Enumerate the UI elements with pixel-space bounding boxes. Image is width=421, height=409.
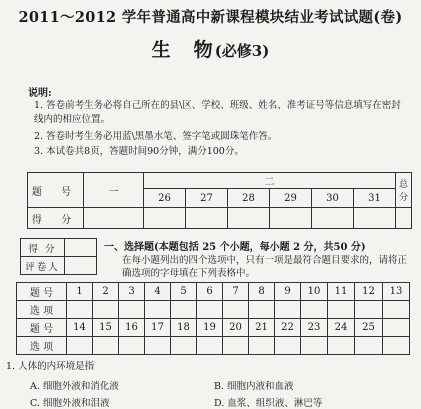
question-1-option-d: D. 血浆、组织液、淋巴等 <box>214 398 323 409</box>
answer-cell[interactable] <box>355 301 383 319</box>
question-number: 10 <box>301 283 328 301</box>
note-item-1: 1. 答卷前考生务必将自己所在的县\区、学校、班级、姓名、准考证号等信息填写在密封线内的相应位置。 <box>34 100 401 125</box>
score-col-29: 29 <box>270 189 312 208</box>
question-number: 23 <box>301 319 328 337</box>
score-row-label-question: 题 号 <box>28 173 84 208</box>
question-number: 14 <box>67 319 93 337</box>
grader-name-label: 评卷人 <box>21 257 65 275</box>
question-number: 19 <box>197 319 223 337</box>
question-number: 8 <box>249 283 275 301</box>
score-row-label-score: 得 分 <box>28 208 84 229</box>
score-group-part2: 二 <box>144 173 396 189</box>
answer-table <box>16 282 410 355</box>
answer-cell[interactable] <box>301 301 328 319</box>
answer-cell[interactable] <box>171 301 197 319</box>
answer-cell[interactable] <box>328 337 355 355</box>
score-cell[interactable] <box>84 208 144 229</box>
answer-cell[interactable] <box>301 337 328 355</box>
answer-cell[interactable] <box>119 337 145 355</box>
answer-cell[interactable] <box>93 337 119 355</box>
score-cell[interactable] <box>228 208 270 229</box>
note-item-2: 2. 答卷时考生务必用蓝\黑墨水笔、签字笔或圆珠笔作答。 <box>34 131 278 142</box>
question-number: 21 <box>249 319 275 337</box>
exam-header: 2011～2012 学年普通高中新课程模块结业考试试题(卷) <box>18 9 403 26</box>
answer-cell[interactable] <box>328 301 355 319</box>
answer-cell[interactable] <box>355 337 383 355</box>
answer-cell[interactable] <box>275 301 301 319</box>
answer-cell[interactable] <box>67 301 93 319</box>
score-cell[interactable] <box>396 208 412 229</box>
question-number: 18 <box>171 319 197 337</box>
score-cell[interactable] <box>354 208 396 229</box>
question-1-stem: 1. 人体的内环境是指 <box>6 361 95 372</box>
answer-cell[interactable] <box>249 337 275 355</box>
question-number: 11 <box>328 283 355 301</box>
answer-cell[interactable] <box>93 301 119 319</box>
score-col-26: 26 <box>144 189 186 208</box>
answer-label-question: 题 号 <box>17 319 67 337</box>
score-cell[interactable] <box>186 208 228 229</box>
question-number: 6 <box>197 283 223 301</box>
answer-cell[interactable] <box>249 301 275 319</box>
score-cell[interactable] <box>144 208 186 229</box>
question-number: 2 <box>93 283 119 301</box>
section-title: 一、选择题(本题包括 25 个小题，每小题 2 分，共50 分) <box>104 242 366 253</box>
question-number: 1 <box>67 283 93 301</box>
volume-title: (必修3) <box>214 42 270 60</box>
subject-title: 生 物 <box>151 39 215 61</box>
answer-cell[interactable] <box>223 301 249 319</box>
question-number: 5 <box>171 283 197 301</box>
answer-cell[interactable] <box>171 337 197 355</box>
question-1-option-c: C. 细胞外液和泪液 <box>30 398 110 409</box>
question-number: 20 <box>223 319 249 337</box>
answer-cell[interactable] <box>67 337 93 355</box>
question-number: 12 <box>355 283 383 301</box>
score-cell[interactable] <box>312 208 354 229</box>
answer-label-question: 题 号 <box>17 283 67 301</box>
answer-cell[interactable] <box>197 337 223 355</box>
score-table <box>27 172 412 229</box>
answer-cell[interactable] <box>383 301 410 319</box>
empty-cell <box>383 319 410 337</box>
score-col-27: 27 <box>186 189 228 208</box>
empty-cell <box>383 337 410 355</box>
section-description: 在每小题列出的四个选项中，只有一项是最符合题目要求的，请将正确选项的字母填在下列表格中。 <box>122 255 408 279</box>
score-col-31: 31 <box>354 189 396 208</box>
question-number: 9 <box>275 283 301 301</box>
note-item-3: 3. 本试卷共8页，答题时间90分钟，满分100分。 <box>34 146 244 157</box>
score-cell[interactable] <box>270 208 312 229</box>
grader-score-label: 得 分 <box>21 239 65 257</box>
question-number: 25 <box>355 319 383 337</box>
question-number: 16 <box>119 319 145 337</box>
answer-cell[interactable] <box>119 301 145 319</box>
grader-name-cell[interactable] <box>65 257 97 275</box>
question-1-option-b: B. 细胞内液和血液 <box>214 381 294 392</box>
question-number: 3 <box>119 283 145 301</box>
score-col-30: 30 <box>312 189 354 208</box>
exam-title <box>0 35 421 62</box>
answer-label-option: 选 项 <box>17 337 67 355</box>
question-number: 13 <box>383 283 410 301</box>
score-col-28: 28 <box>228 189 270 208</box>
question-number: 15 <box>93 319 119 337</box>
answer-cell[interactable] <box>223 337 249 355</box>
question-1-option-a: A. 细胞外液和消化液 <box>30 381 119 392</box>
answer-cell[interactable] <box>197 301 223 319</box>
score-col-total: 总 分 <box>396 173 412 208</box>
question-number: 4 <box>145 283 171 301</box>
question-number: 17 <box>145 319 171 337</box>
grader-score-cell[interactable] <box>65 239 97 257</box>
question-number: 24 <box>328 319 355 337</box>
notes-heading: 说明: <box>28 88 52 99</box>
answer-cell[interactable] <box>145 337 171 355</box>
grader-box <box>20 238 97 275</box>
answer-cell[interactable] <box>275 337 301 355</box>
answer-cell[interactable] <box>145 301 171 319</box>
answer-label-option: 选 项 <box>17 301 67 319</box>
question-number: 22 <box>275 319 301 337</box>
question-number: 7 <box>223 283 249 301</box>
score-col-part1: 一 <box>84 173 144 208</box>
